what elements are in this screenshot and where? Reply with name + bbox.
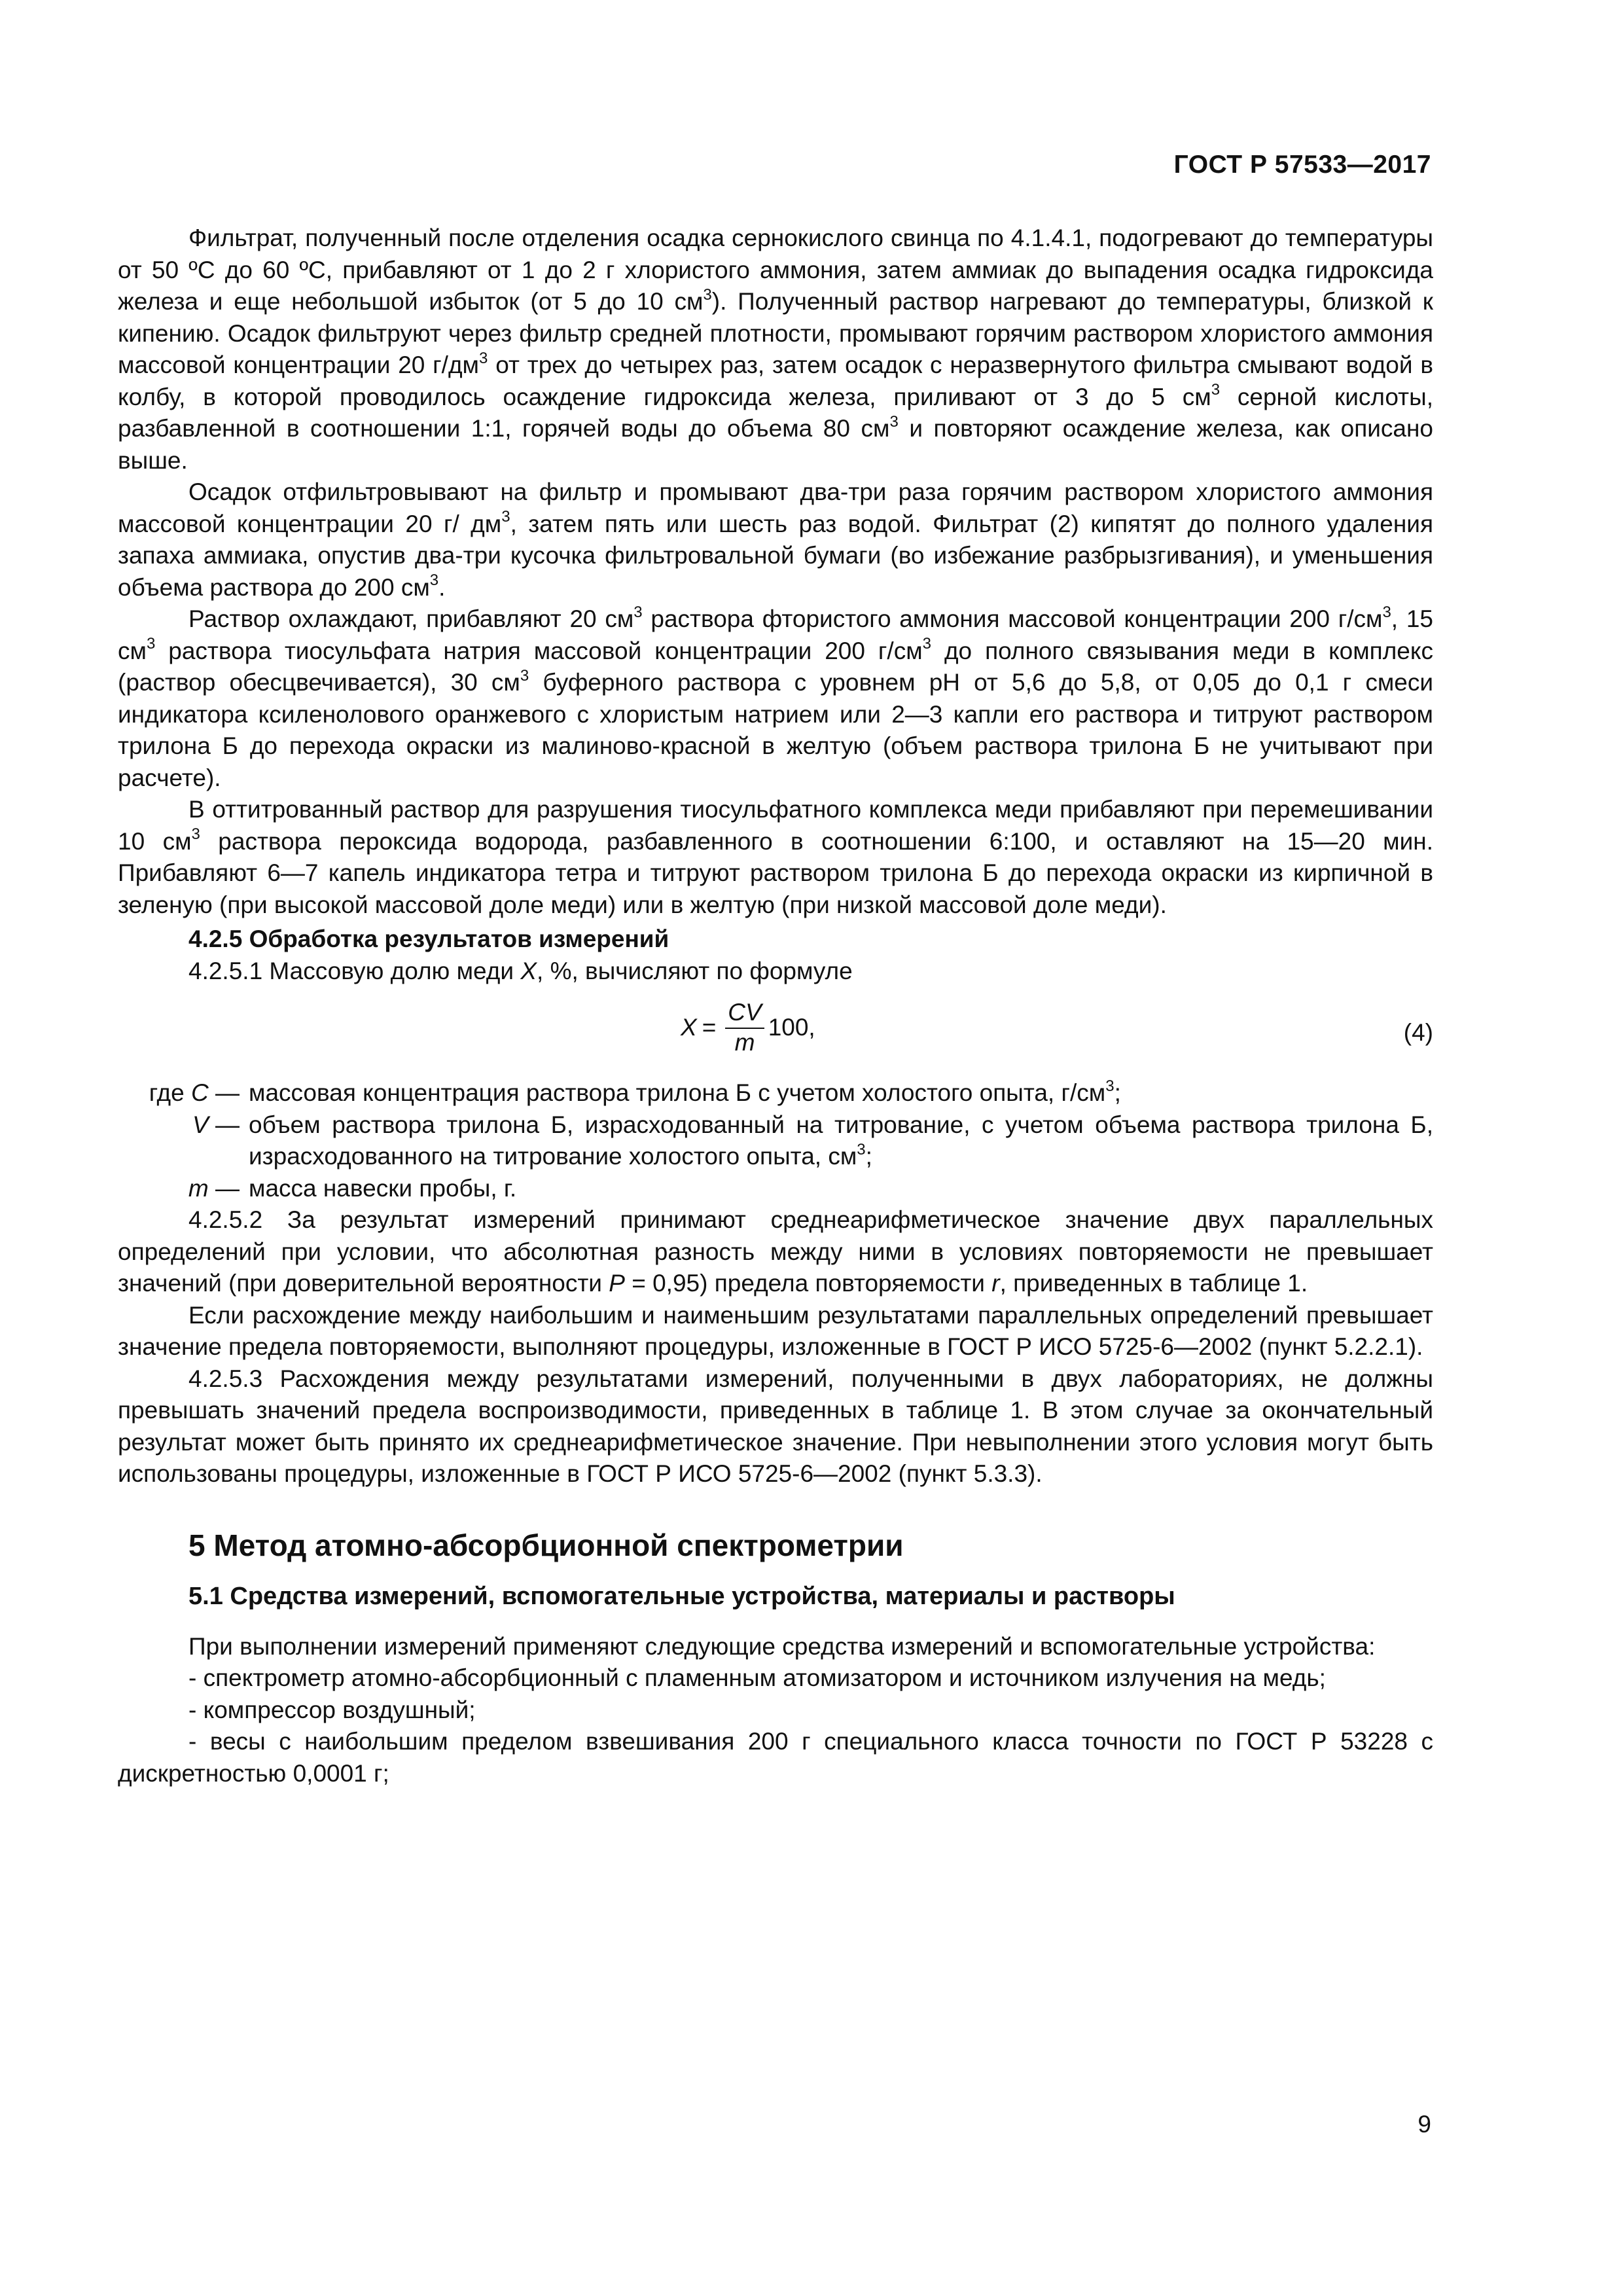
list-item: - компрессор воздушный; (188, 1696, 476, 1723)
list-item: - спектрометр атомно-абсорбционный с пламенным атомизатором и источником излучения на медь; (188, 1664, 1326, 1691)
formula-factor: 100, (768, 1013, 815, 1041)
variable-v: V — (192, 1111, 240, 1138)
formula-block (118, 994, 1433, 1072)
formula-fraction (725, 999, 764, 1056)
paragraph-precipitate: Осадок отфильтровывают на фильтр и промывают два-три раза горячим раствором хлористого аммония массовой концентрации 20 г/ $дм^3$, затем пять или шесть раз водой. Фильтрат (2) кипятят до полного удаления запаха аммиака, опустив два-три кусочка фильтровальной бумаги (во избежание разбрызгивания), и уменьшения объема раствора до 200 $см^3$. (118, 478, 1433, 601)
formula-numerator: CV (725, 999, 764, 1029)
variable-m: m — (188, 1174, 240, 1202)
paragraph-4-2-5-1: 4.2.5.1 Массовую долю меди X, %, вычисляют по формуле (188, 957, 853, 984)
paragraph-discrepancy: Если расхождение между наибольшим и наименьшим результатами параллельных определений превышает значение предела повторяемости, выполняют процедуры, изложенные в ГОСТ Р ИСО 5725-6—2002 (пункт 5.2.2.1). (118, 1301, 1433, 1360)
paragraph-5-1-intro: При выполнении измерений применяют следующие средства измерений и вспомогательные устройства: (188, 1632, 1376, 1660)
formula (681, 999, 815, 1056)
formula-denominator: m (734, 1029, 755, 1056)
formula-number: (4) (1403, 1019, 1433, 1046)
subsection-title-4-2-5: 4.2.5 Обработка результатов измерений (188, 925, 669, 952)
paragraph-4-2-5-3: 4.2.5.3 Расхождения между результатами измерений, полученными в двух лабораториях, не должны превышать значений предела воспроизводимости, приведенных в таблице 1. В этом случае за окончательный результат может быть принято их среднеарифметическое значение. При невыполнении этого условия могут быть использованы процедуры, изложенные в ГОСТ Р ИСО 5725-6—2002 (пункт 5.3.3). (118, 1365, 1433, 1487)
list-item: - весы с наибольшим пределом взвешивания 200 г специального класса точности по ГОСТ Р 53228 с дискретностью 0,0001 г; (118, 1728, 1433, 1787)
variable-v-definition: объем раствора трилона Б, израсходованный на титрование, с учетом объема раствора трилона Б, израсходованного на титрование холостого опыта, $см^3$; (249, 1111, 1433, 1170)
paragraph-4-2-5-2: 4.2.5.2 За результат измерений принимают среднеарифметическое значение двух параллельных определений при условии, что абсолютная разность между ними в условиях повторяемости не превышает значений (при доверительной вероятности P = 0,95) предела повторяемости r, приведенных в таблице 1. (118, 1206, 1433, 1297)
paragraph-cooling: Раствор охлаждают, прибавляют 20 $см^3$ раствора фтористого аммония массовой концентрации 200 $г/см^3$, 15 $см^3$ раствора тиосульфата натрия массовой концентрации 200 $г/см^3$ до полного связывания меди в комплекс (раствор обесцвечивается), 30 $см^3$ буферного раствора с уровнем pH от 5,6 до 5,8, от 0,05 до 0,1 г смеси индикатора ксиленолового оранжевого с хлористым натрием или 2—3 капли его раствора и титруют раствором трилона Б до перехода окраски из малиново-красной в желтую (объем раствора трилона Б не учитывают при расчете). (118, 603, 1434, 791)
page-number: 9 (1418, 2111, 1431, 2138)
variable-definitions (118, 1077, 1433, 1204)
document-body (118, 223, 1433, 1789)
formula-lhs: X (681, 1013, 697, 1041)
variable-c: где C — (149, 1079, 240, 1106)
section-title-5: 5 Метод атомно-абсорбционной спектрометрии (188, 1528, 904, 1562)
formula-equals: = (702, 1013, 717, 1041)
variable-m-definition: масса навески пробы, г. (249, 1174, 517, 1202)
paragraph-titrated: В оттитрованный раствор для разрушения тиосульфатного комплекса меди прибавляют при перемешивании 10 $см^3$ раствора пероксида водорода, разбавленного в соотношении 6:100, и оставляют на 15—20 мин. Прибавляют 6—7 капель индикатора тетра и титруют раствором трилона Б до перехода окраски из кирпичной в зеленую (при высокой массовой доле меди) или в желтую (при низкой массовой доле меди). (118, 796, 1434, 918)
variable-c-definition: массовая концентрация раствора трилона Б с учетом холостого опыта, $г/см^3$; (249, 1077, 1121, 1106)
document-code-header: ГОСТ Р 57533—2017 (1173, 151, 1431, 179)
paragraph-filtrate: Фильтрат, полученный после отделения осадка сернокислого свинца по 4.1.4.1, подогревают до температуры от 50 ºC до 60 ºC, прибавляют от 1 до 2 г хлористого аммония, затем аммиак до выпадения осадка гидроксида железа и еще небольшой избыток (от 5 до 10 $см^3$). Полученный раствор нагревают до температуры, близкой к кипению. Осадок фильтруют через фильтр средней плотности, промывают горячим раствором хлористого аммония массовой концентрации 20 $г/дм^3$ от трех до четырех раз, затем осадок с неразвернутого фильтра смывают водой в колбу, в которой проводилось осаждение гидроксида железа, приливают от 3 до 5 $см^3$ серной кислоты, разбавленной в соотношении 1:1, горячей воды до объема 80 $см^3$ и повторяют осаждение железа, как описано выше. (118, 224, 1433, 474)
subsection-title-5-1: 5.1 Средства измерений, вспомогательные устройства, материалы и растворы (188, 1583, 1175, 1610)
